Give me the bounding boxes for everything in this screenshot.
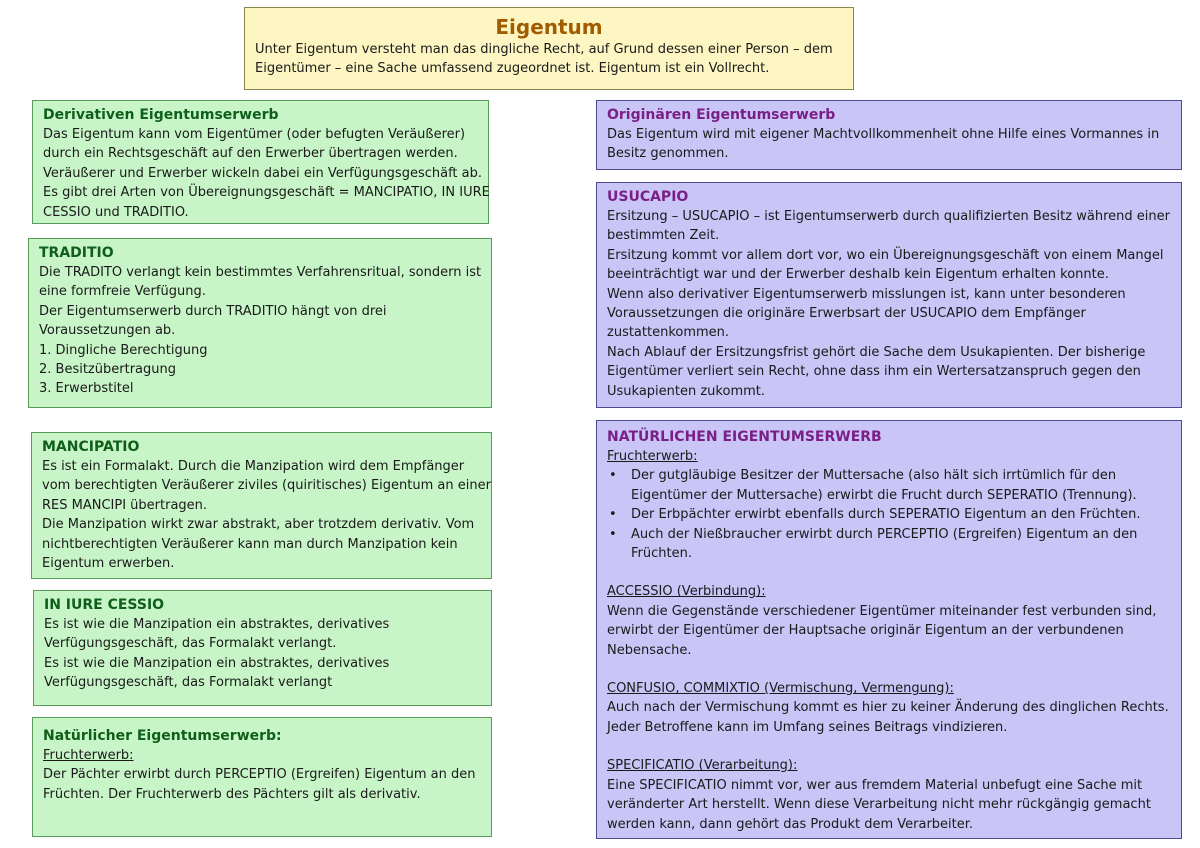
specificatio-line: veränderter Art herstellt. Wenn diese Verarbeitung nicht mehr rückgängig gemacht: [607, 797, 1151, 813]
list-item: [607, 505, 1171, 524]
specificatio-line: Eine SPECIFICATIO nimmt vor, wer aus fremdem Material unbefugt eine Sache mit: [607, 777, 1143, 793]
eigentum-line: Eigentümer – eine Sache umfassend zugeordnet ist. Eigentum ist ein Vollrecht.: [255, 61, 770, 77]
usucapio-line: Ersitzung kommt vor allem dort vor, wo ein Übereignungsgeschäft von einem Mangel: [607, 247, 1164, 263]
usucapio-line: zustattenkommen.: [607, 325, 730, 341]
list-item-line: Früchten.: [631, 546, 692, 562]
originaer-line: Besitz genommen.: [607, 146, 729, 162]
usucapio-line: Eigentümer verliert sein Recht, ohne dass ihm ein Wertersatzanspruch gegen den: [607, 364, 1141, 380]
usucapio-line: Wenn also derivativer Eigentumserwerb misslungen ist, kann unter besonderen: [607, 286, 1126, 302]
traditio-line: 1. Dingliche Berechtigung: [39, 342, 208, 358]
fruchterwerb-list: [607, 466, 1171, 563]
derivativ-box: [32, 100, 489, 224]
confusio-line: Auch nach der Vermischung kommt es hier zu keiner Änderung des dinglichen Rechts.: [607, 700, 1169, 716]
eigentum-line: Unter Eigentum versteht man das dingliche Recht, auf Grund dessen einer Person – dem: [255, 42, 833, 57]
mancipatio-line: vom berechtigten Veräußerer ziviles (quiritisches) Eigentum an einer: [42, 478, 491, 494]
usucapio-line: Ersitzung – USUCAPIO – ist Eigentumserwerb durch qualifizierten Besitz während einer: [607, 209, 1170, 224]
derivativ-title: Derivativen Eigentumserwerb: [43, 107, 279, 123]
derivativ-line: Das Eigentum kann vom Eigentümer (oder befugten Veräußerer): [43, 127, 466, 142]
spacer: [607, 563, 1171, 582]
mancipatio-line: Die Manzipation wirkt zwar abstrakt, aber trotzdem derivativ. Vom: [42, 517, 475, 533]
derivativ-line: CESSIO und TRADITIO.: [43, 204, 189, 220]
traditio-line: Der Eigentumserwerb durch TRADITIO hängt von drei: [39, 303, 387, 319]
usucapio-line: Nach Ablauf der Ersitzungsfrist gehört die Sache dem Usukapienten. Der bisherige: [607, 344, 1146, 360]
traditio-title: TRADITIO: [39, 245, 114, 261]
natuerlichen-box: [596, 420, 1182, 839]
accessio-label: ACCESSIO (Verbindung):: [607, 584, 766, 600]
spacer: [607, 660, 1171, 679]
list-item-line: • Der gutgläubige Besitzer der Muttersache (also hält sich irrtümlich für den: [631, 468, 1117, 484]
mancipatio-line: nichtberechtigten Veräußerer kann man durch Manzipation kein: [42, 536, 458, 552]
accessio-line: Nebensache.: [607, 642, 692, 658]
eigentum-title: Eigentum: [495, 15, 603, 39]
list-item: [607, 466, 1171, 505]
usucapio-line: bestimmten Zeit.: [607, 228, 720, 244]
confusio-label: CONFUSIO, COMMIXTIO (Vermischung, Vermengung):: [607, 681, 954, 697]
fruchterwerb-label: Fruchterwerb:: [43, 748, 134, 763]
traditio-line: 3. Erwerbstitel: [39, 381, 134, 397]
traditio-box: [28, 238, 492, 408]
mancipatio-line: Es ist ein Formalakt. Durch die Manzipation wird dem Empfänger: [42, 459, 465, 474]
mancipatio-title: MANCIPATIO: [42, 439, 140, 455]
traditio-line: Die TRADITO verlangt kein bestimmtes Verfahrensritual, sondern ist: [39, 265, 482, 280]
traditio-line: 2. Besitzübertragung: [39, 362, 176, 378]
list-item: [607, 525, 1171, 564]
accessio-line: erwirbt der Eigentümer der Hauptsache originär Eigentum an der verbundenen: [607, 623, 1124, 639]
cessio-line: Es ist wie die Manzipation ein abstraktes, derivatives: [44, 617, 390, 632]
cessio-line: Es ist wie die Manzipation ein abstraktes, derivatives: [44, 655, 390, 671]
cessio-line: Verfügungsgeschäft, das Formalakt verlangt.: [44, 636, 337, 652]
specificatio-label: SPECIFICATIO (Verarbeitung):: [607, 758, 798, 774]
traditio-line: Voraussetzungen ab.: [39, 323, 176, 339]
fruchterwerb-label: Fruchterwerb:: [607, 449, 698, 464]
accessio-line: Wenn die Gegenstände verschiedener Eigentümer miteinander fest verbunden sind,: [607, 603, 1157, 619]
usucapio-line: Voraussetzungen die originäre Erwerbsart der USUCAPIO dem Empfänger: [607, 306, 1086, 322]
eigentum-box: [244, 7, 854, 90]
confusio-line: Jeder Betroffene kann im Umfang seines Beitrags vindizieren.: [607, 719, 1008, 735]
mancipatio-box: [31, 432, 492, 579]
usucapio-box: [596, 182, 1182, 408]
originaer-title: Originären Eigentumserwerb: [607, 107, 836, 123]
natuerlicher-line: Früchten. Der Fruchterwerb des Pächters gilt als derivativ.: [43, 786, 421, 802]
cessio-title: IN IURE CESSIO: [44, 597, 165, 613]
mancipatio-line: Eigentum erwerben.: [42, 556, 175, 572]
spacer: [607, 737, 1171, 756]
specificatio-line: werden kann, dann gehört das Produkt dem Verarbeiter.: [607, 816, 974, 832]
cessio-box: [33, 590, 492, 706]
usucapio-line: Usukapienten zukommt.: [607, 383, 765, 399]
natuerlichen-title: NATÜRLICHEN EIGENTUMSERWERB: [607, 429, 882, 445]
usucapio-title: USUCAPIO: [607, 189, 689, 205]
originaer-line: Das Eigentum wird mit eigener Machtvollkommenheit ohne Hilfe eines Vormannes in: [607, 127, 1160, 142]
usucapio-line: beeinträchtigt war und der Erwerber deshalb kein Eigentum erhalten konnte.: [607, 267, 1109, 283]
originaer-box: [596, 100, 1182, 170]
natuerlicher-line: Der Pächter erwirbt durch PERCEPTIO (Ergreifen) Eigentum an den: [43, 767, 476, 783]
natuerlicher-title: Natürlicher Eigentumserwerb:: [43, 728, 282, 744]
list-item-line: • Der Erbpächter erwirbt ebenfalls durch SEPERATIO Eigentum an den Früchten.: [631, 507, 1141, 523]
list-item-line: Eigentümer der Muttersache) erwirbt die Frucht durch SEPERATIO (Trennung).: [631, 487, 1137, 503]
traditio-line: eine formfreie Verfügung.: [39, 284, 206, 300]
derivativ-line: Veräußerer und Erwerber wickeln dabei ein Verfügungsgeschäft ab.: [43, 165, 483, 181]
mancipatio-line: RES MANCIPI übertragen.: [42, 497, 208, 513]
derivativ-line: Es gibt drei Arten von Übereignungsgeschäft = MANCIPATIO, IN IURE: [43, 185, 490, 201]
list-item-line: • Auch der Nießbraucher erwirbt durch PERCEPTIO (Ergreifen) Eigentum an den: [631, 526, 1138, 542]
derivativ-line: durch ein Rechtsgeschäft auf den Erwerber übertragen werden.: [43, 146, 458, 162]
natuerlicher-box: [32, 717, 492, 837]
cessio-line: Verfügungsgeschäft, das Formalakt verlangt: [44, 675, 333, 691]
